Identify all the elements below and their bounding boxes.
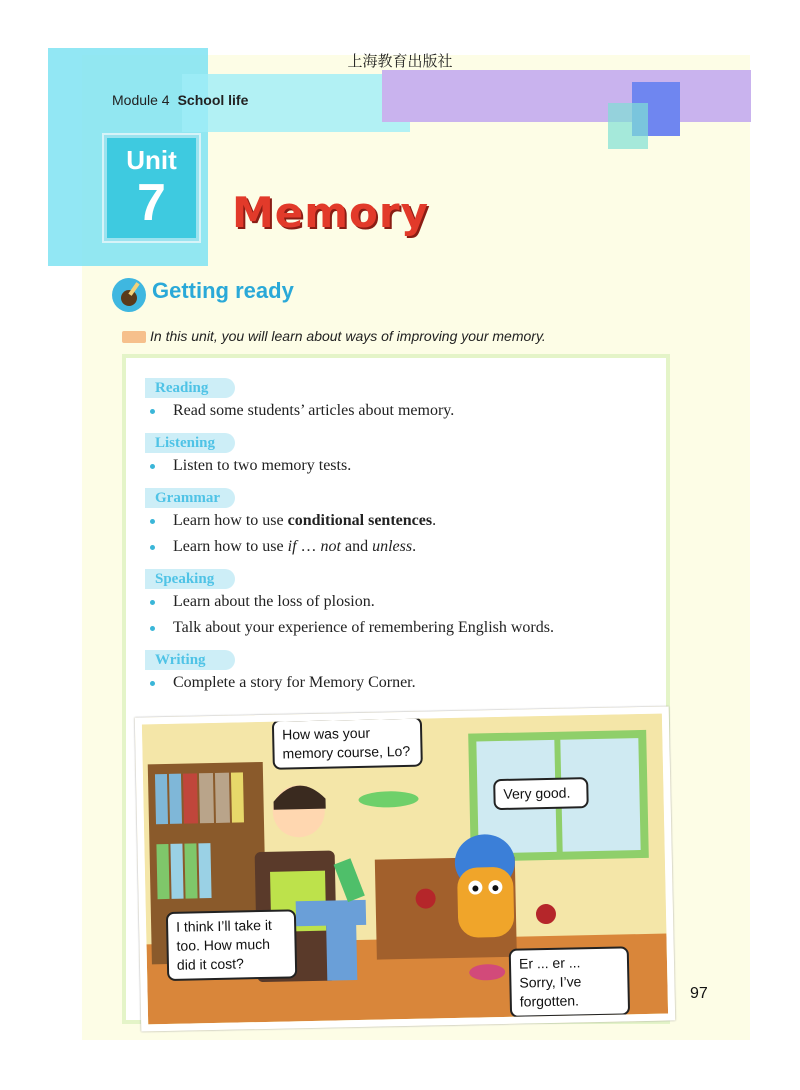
comic-illustration	[135, 706, 675, 1031]
publisher-name: 上海教育出版社	[347, 52, 453, 70]
speech-bubble-answer: Very good.	[493, 777, 589, 810]
getting-ready-title: Getting ready	[152, 278, 294, 303]
unit-number: 7	[137, 174, 166, 232]
header-teal-square	[608, 103, 648, 149]
section-speaking-label: Speaking	[145, 569, 235, 589]
section-listening-label: Listening	[145, 433, 235, 453]
intro-tag-icon	[122, 331, 146, 343]
module-title: School life	[177, 92, 249, 108]
header-purple-band	[382, 70, 751, 122]
list-item: Listen to two memory tests.	[150, 457, 351, 475]
speech-bubble-boy: I think I’ll take it too. How much did it cost?	[166, 909, 297, 980]
list-item: Talk about your experience of remembering English words.	[150, 619, 554, 637]
bullet-icon	[150, 600, 155, 605]
module-label: Module 4	[112, 92, 170, 108]
bullet-icon	[150, 409, 155, 414]
bullet-icon	[150, 626, 155, 631]
list-item: Complete a story for Memory Corner.	[150, 674, 416, 692]
page-number: 97	[690, 985, 708, 1002]
list-item: Learn how to use conditional sentences.	[150, 512, 436, 530]
speech-bubble-robot: Er ... er ... Sorry, I’ve forgotten.	[509, 946, 630, 1017]
brush-icon	[112, 278, 146, 312]
bullet-icon	[150, 545, 155, 550]
unit-badge	[102, 133, 201, 243]
intro-text: In this unit, you will learn about ways of improving your memory.	[150, 328, 546, 344]
list-item: Learn about the loss of plosion.	[150, 593, 375, 611]
section-reading-label: Reading	[145, 378, 235, 398]
unit-title: Memory	[232, 188, 429, 237]
speech-bubble-question: How was your memory course, Lo?	[272, 717, 423, 770]
section-grammar-label: Grammar	[145, 488, 235, 508]
unit-word: Unit	[126, 145, 177, 175]
section-writing-label: Writing	[145, 650, 235, 670]
module-heading	[112, 92, 248, 108]
list-item: Read some students’ articles about memory.	[150, 402, 454, 420]
bullet-icon	[150, 519, 155, 524]
bullet-icon	[150, 464, 155, 469]
bullet-icon	[150, 681, 155, 686]
list-item: Learn how to use if … not and unless.	[150, 538, 416, 556]
